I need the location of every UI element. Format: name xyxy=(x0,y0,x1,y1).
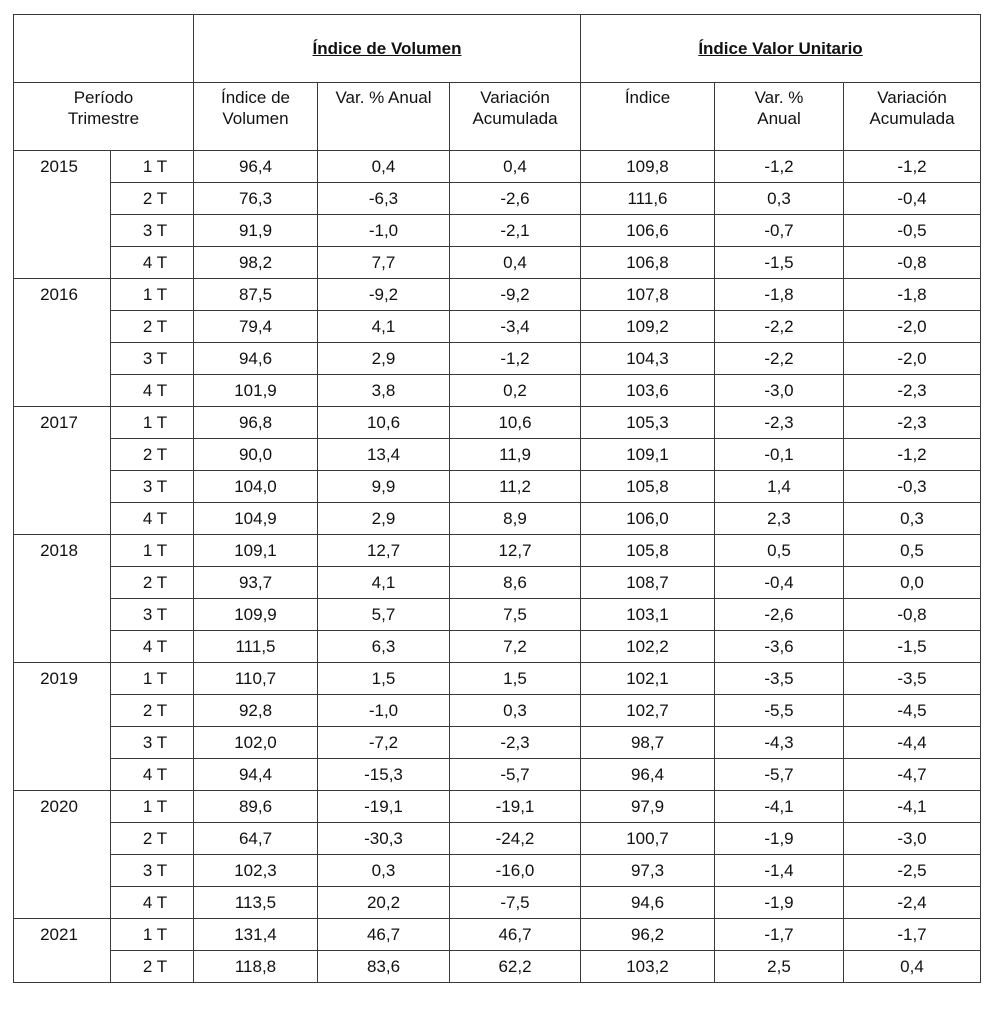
year-cell xyxy=(14,375,111,407)
volume-var-accumulated-cell: 1,5 xyxy=(450,663,581,695)
unit-value-index-cell: 106,6 xyxy=(581,215,715,247)
unit-value-index-cell: 96,2 xyxy=(581,919,715,951)
unit-value-var-accumulated-cell: -4,4 xyxy=(844,727,981,759)
unit-value-index-cell: 103,1 xyxy=(581,599,715,631)
unit-value-index-cell: 100,7 xyxy=(581,823,715,855)
unit-value-var-accumulated-cell: -2,3 xyxy=(844,407,981,439)
year-cell xyxy=(14,951,111,983)
volume-var-accumulated-cell: 8,6 xyxy=(450,567,581,599)
volume-index-cell: 110,7 xyxy=(194,663,318,695)
volume-index-cell: 94,4 xyxy=(194,759,318,791)
unit-value-index-cell: 111,6 xyxy=(581,183,715,215)
year-cell: 2019 xyxy=(14,663,111,695)
volume-index-cell: 92,8 xyxy=(194,695,318,727)
unit-value-var-accumulated-cell: -2,5 xyxy=(844,855,981,887)
unit-value-index-cell: 104,3 xyxy=(581,343,715,375)
quarter-cell: 2 T xyxy=(111,311,194,343)
unit-value-index-cell: 105,8 xyxy=(581,471,715,503)
quarter-cell: 2 T xyxy=(111,567,194,599)
unit-value-index-cell: 102,2 xyxy=(581,631,715,663)
unit-value-var-annual-cell: -4,1 xyxy=(715,791,844,823)
year-cell: 2015 xyxy=(14,151,111,183)
unit-value-var-annual-cell: -4,3 xyxy=(715,727,844,759)
year-cell xyxy=(14,695,111,727)
volume-var-accumulated-cell: 12,7 xyxy=(450,535,581,567)
index-table xyxy=(13,14,981,983)
year-cell xyxy=(14,855,111,887)
volume-var-annual-cell: 83,6 xyxy=(318,951,450,983)
unit-value-var-annual-cell: -5,5 xyxy=(715,695,844,727)
unit-value-var-accumulated-cell: -0,8 xyxy=(844,247,981,279)
volume-index-cell: 113,5 xyxy=(194,887,318,919)
table-row xyxy=(14,631,981,663)
quarter-cell: 2 T xyxy=(111,951,194,983)
volume-var-accumulated-cell: -24,2 xyxy=(450,823,581,855)
group-header-unit-value: Índice Valor Unitario xyxy=(581,15,981,83)
unit-value-var-annual-cell: 1,4 xyxy=(715,471,844,503)
unit-value-var-annual-cell: -3,6 xyxy=(715,631,844,663)
volume-index-cell: 98,2 xyxy=(194,247,318,279)
quarter-cell: 4 T xyxy=(111,887,194,919)
quarter-cell: 1 T xyxy=(111,535,194,567)
volume-var-accumulated-cell: -2,3 xyxy=(450,727,581,759)
period-header-line2: Trimestre xyxy=(67,109,140,128)
table-row xyxy=(14,567,981,599)
quarter-cell: 4 T xyxy=(111,375,194,407)
unit-value-var-accumulated-cell: -0,5 xyxy=(844,215,981,247)
volume-var-annual-cell: 6,3 xyxy=(318,631,450,663)
volume-var-accumulated-cell: 62,2 xyxy=(450,951,581,983)
unit-value-index-cell: 97,3 xyxy=(581,855,715,887)
volume-var-annual-cell: 4,1 xyxy=(318,311,450,343)
volume-var-accumulated-cell: 0,4 xyxy=(450,151,581,183)
volume-var-accumulated-cell: -1,2 xyxy=(450,343,581,375)
table-row xyxy=(14,599,981,631)
table-row xyxy=(14,759,981,791)
unit-value-var-annual-cell: 0,5 xyxy=(715,535,844,567)
unit-value-var-accumulated-cell: -2,0 xyxy=(844,311,981,343)
table-row xyxy=(14,823,981,855)
quarter-cell: 2 T xyxy=(111,183,194,215)
table-row xyxy=(14,343,981,375)
unit-value-var-annual-cell: -1,4 xyxy=(715,855,844,887)
table-row xyxy=(14,183,981,215)
table-row xyxy=(14,471,981,503)
unit-value-var-annual-cell: -0,4 xyxy=(715,567,844,599)
table-row xyxy=(14,439,981,471)
table-row xyxy=(14,151,981,183)
quarter-cell: 3 T xyxy=(111,215,194,247)
volume-var-annual-cell: -9,2 xyxy=(318,279,450,311)
year-cell: 2021 xyxy=(14,919,111,951)
year-cell: 2018 xyxy=(14,535,111,567)
volume-var-annual-cell: 0,4 xyxy=(318,151,450,183)
volume-var-accumulated-cell: 0,3 xyxy=(450,695,581,727)
table-row xyxy=(14,663,981,695)
volume-var-accumulated-cell: -16,0 xyxy=(450,855,581,887)
unit-value-var-annual-cell: -2,6 xyxy=(715,599,844,631)
volume-var-accumulated-cell: -9,2 xyxy=(450,279,581,311)
quarter-cell: 3 T xyxy=(111,599,194,631)
unit-value-var-annual-cell: -1,5 xyxy=(715,247,844,279)
volume-var-accumulated-cell: 7,5 xyxy=(450,599,581,631)
volume-var-accumulated-header-line1: Variación xyxy=(480,88,550,107)
unit-value-index-cell: 96,4 xyxy=(581,759,715,791)
table-row xyxy=(14,375,981,407)
unit-value-index-cell: 98,7 xyxy=(581,727,715,759)
unit-value-index-cell: 102,7 xyxy=(581,695,715,727)
volume-var-annual-cell: 5,7 xyxy=(318,599,450,631)
unit-value-var-annual-header xyxy=(715,83,844,151)
volume-var-annual-cell: 10,6 xyxy=(318,407,450,439)
quarter-cell: 3 T xyxy=(111,343,194,375)
unit-value-index-cell: 109,1 xyxy=(581,439,715,471)
volume-var-annual-cell: -7,2 xyxy=(318,727,450,759)
volume-var-annual-cell: 13,4 xyxy=(318,439,450,471)
table-row xyxy=(14,535,981,567)
volume-var-accumulated-cell: -7,5 xyxy=(450,887,581,919)
unit-value-var-annual-header-line1: Var. % xyxy=(754,88,804,107)
unit-value-var-accumulated-cell: -4,1 xyxy=(844,791,981,823)
table-row xyxy=(14,727,981,759)
unit-value-var-accumulated-cell: 0,5 xyxy=(844,535,981,567)
table-row xyxy=(14,407,981,439)
volume-var-accumulated-header-line2: Acumulada xyxy=(472,109,558,128)
unit-value-index-cell: 105,3 xyxy=(581,407,715,439)
volume-index-cell: 93,7 xyxy=(194,567,318,599)
volume-var-annual-cell: -6,3 xyxy=(318,183,450,215)
unit-value-var-annual-cell: -1,2 xyxy=(715,151,844,183)
unit-value-var-accumulated-cell: 0,3 xyxy=(844,503,981,535)
volume-index-cell: 96,8 xyxy=(194,407,318,439)
unit-value-var-annual-cell: -1,7 xyxy=(715,919,844,951)
volume-index-cell: 101,9 xyxy=(194,375,318,407)
volume-index-cell: 102,3 xyxy=(194,855,318,887)
volume-var-annual-cell: 12,7 xyxy=(318,535,450,567)
year-cell: 2020 xyxy=(14,791,111,823)
unit-value-var-annual-cell: -0,1 xyxy=(715,439,844,471)
year-cell: 2017 xyxy=(14,407,111,439)
unit-value-var-accumulated-cell: -2,0 xyxy=(844,343,981,375)
unit-value-var-accumulated-cell: -1,8 xyxy=(844,279,981,311)
quarter-cell: 3 T xyxy=(111,727,194,759)
unit-value-var-accumulated-cell: -4,7 xyxy=(844,759,981,791)
volume-var-annual-cell: -15,3 xyxy=(318,759,450,791)
volume-var-accumulated-cell: 0,4 xyxy=(450,247,581,279)
volume-index-cell: 91,9 xyxy=(194,215,318,247)
table-row xyxy=(14,311,981,343)
year-cell xyxy=(14,503,111,535)
year-cell xyxy=(14,727,111,759)
unit-value-index-cell: 105,8 xyxy=(581,535,715,567)
unit-value-var-accumulated-cell: -4,5 xyxy=(844,695,981,727)
volume-index-cell: 90,0 xyxy=(194,439,318,471)
volume-var-annual-cell: -30,3 xyxy=(318,823,450,855)
quarter-cell: 3 T xyxy=(111,471,194,503)
quarter-cell: 1 T xyxy=(111,791,194,823)
volume-var-accumulated-cell: -5,7 xyxy=(450,759,581,791)
unit-value-var-accumulated-cell: -1,2 xyxy=(844,439,981,471)
unit-value-index-cell: 103,2 xyxy=(581,951,715,983)
unit-value-index-cell: 107,8 xyxy=(581,279,715,311)
volume-index-cell: 104,0 xyxy=(194,471,318,503)
unit-value-index-cell: 108,7 xyxy=(581,567,715,599)
volume-index-header-line1: Índice de xyxy=(221,88,290,107)
quarter-cell: 1 T xyxy=(111,663,194,695)
year-cell xyxy=(14,887,111,919)
volume-index-cell: 131,4 xyxy=(194,919,318,951)
unit-value-index-header xyxy=(581,83,715,151)
table-row xyxy=(14,279,981,311)
unit-value-var-annual-cell: -3,5 xyxy=(715,663,844,695)
quarter-cell: 1 T xyxy=(111,919,194,951)
year-cell xyxy=(14,343,111,375)
volume-index-header-line2: Volumen xyxy=(222,109,289,128)
unit-value-index-cell: 106,0 xyxy=(581,503,715,535)
unit-value-index-cell: 109,2 xyxy=(581,311,715,343)
quarter-cell: 4 T xyxy=(111,503,194,535)
unit-value-var-annual-header-line2: Anual xyxy=(757,109,801,128)
table-row xyxy=(14,855,981,887)
year-cell xyxy=(14,471,111,503)
quarter-cell: 2 T xyxy=(111,695,194,727)
table-row xyxy=(14,215,981,247)
unit-value-var-accumulated-cell: -1,7 xyxy=(844,919,981,951)
volume-var-annual-cell: 1,5 xyxy=(318,663,450,695)
year-cell xyxy=(14,215,111,247)
year-cell xyxy=(14,439,111,471)
unit-value-var-annual-cell: -1,9 xyxy=(715,823,844,855)
unit-value-var-annual-cell: 2,5 xyxy=(715,951,844,983)
unit-value-var-annual-cell: -2,3 xyxy=(715,407,844,439)
unit-value-var-annual-cell: 0,3 xyxy=(715,183,844,215)
column-header-row xyxy=(14,83,981,151)
volume-var-accumulated-cell: -2,6 xyxy=(450,183,581,215)
volume-var-annual-cell: -1,0 xyxy=(318,215,450,247)
unit-value-var-accumulated-cell: -0,3 xyxy=(844,471,981,503)
table-row xyxy=(14,503,981,535)
volume-var-annual-cell: 0,3 xyxy=(318,855,450,887)
quarter-cell: 4 T xyxy=(111,631,194,663)
volume-var-accumulated-cell: 0,2 xyxy=(450,375,581,407)
volume-var-accumulated-cell: -3,4 xyxy=(450,311,581,343)
year-cell xyxy=(14,599,111,631)
unit-value-var-annual-cell: -2,2 xyxy=(715,311,844,343)
volume-index-cell: 76,3 xyxy=(194,183,318,215)
volume-index-cell: 102,0 xyxy=(194,727,318,759)
quarter-cell: 1 T xyxy=(111,151,194,183)
volume-index-cell: 111,5 xyxy=(194,631,318,663)
blank-header-cell xyxy=(14,15,194,83)
table-row xyxy=(14,951,981,983)
volume-var-annual-cell: 2,9 xyxy=(318,503,450,535)
volume-var-accumulated-cell: 10,6 xyxy=(450,407,581,439)
volume-var-annual-header-text: Var. % Anual xyxy=(335,88,432,107)
volume-var-accumulated-cell: 46,7 xyxy=(450,919,581,951)
group-header-row xyxy=(14,15,981,83)
volume-var-annual-cell: 3,8 xyxy=(318,375,450,407)
unit-value-var-annual-cell: -5,7 xyxy=(715,759,844,791)
volume-var-accumulated-cell: 11,2 xyxy=(450,471,581,503)
volume-index-cell: 109,9 xyxy=(194,599,318,631)
unit-value-index-cell: 97,9 xyxy=(581,791,715,823)
volume-var-annual-cell: 9,9 xyxy=(318,471,450,503)
period-header-line1: Período xyxy=(73,88,134,107)
unit-value-var-accumulated-cell: -0,8 xyxy=(844,599,981,631)
volume-var-annual-cell: -1,0 xyxy=(318,695,450,727)
unit-value-index-cell: 106,8 xyxy=(581,247,715,279)
volume-index-cell: 89,6 xyxy=(194,791,318,823)
year-cell xyxy=(14,247,111,279)
unit-value-var-annual-cell: -1,8 xyxy=(715,279,844,311)
unit-value-var-accumulated-header-line1: Variación xyxy=(877,88,947,107)
volume-index-cell: 94,6 xyxy=(194,343,318,375)
volume-var-annual-cell: 46,7 xyxy=(318,919,450,951)
table-row xyxy=(14,695,981,727)
unit-value-index-cell: 102,1 xyxy=(581,663,715,695)
quarter-cell: 1 T xyxy=(111,279,194,311)
unit-value-var-accumulated-header xyxy=(844,83,981,151)
volume-var-accumulated-cell: -19,1 xyxy=(450,791,581,823)
unit-value-var-annual-cell: -3,0 xyxy=(715,375,844,407)
unit-value-var-annual-cell: -0,7 xyxy=(715,215,844,247)
unit-value-var-accumulated-cell: -3,0 xyxy=(844,823,981,855)
unit-value-var-accumulated-cell: -1,2 xyxy=(844,151,981,183)
volume-index-cell: 118,8 xyxy=(194,951,318,983)
volume-index-header xyxy=(194,83,318,151)
unit-value-var-accumulated-cell: -3,5 xyxy=(844,663,981,695)
unit-value-index-cell: 109,8 xyxy=(581,151,715,183)
table-row xyxy=(14,791,981,823)
volume-var-accumulated-cell: 11,9 xyxy=(450,439,581,471)
volume-var-annual-cell: -19,1 xyxy=(318,791,450,823)
volume-var-annual-header xyxy=(318,83,450,151)
volume-index-cell: 96,4 xyxy=(194,151,318,183)
volume-index-cell: 109,1 xyxy=(194,535,318,567)
year-cell xyxy=(14,759,111,791)
volume-index-cell: 64,7 xyxy=(194,823,318,855)
year-cell xyxy=(14,567,111,599)
unit-value-var-annual-cell: 2,3 xyxy=(715,503,844,535)
volume-var-annual-cell: 20,2 xyxy=(318,887,450,919)
group-header-volume: Índice de Volumen xyxy=(194,15,581,83)
volume-var-accumulated-header xyxy=(450,83,581,151)
unit-value-var-accumulated-cell: 0,0 xyxy=(844,567,981,599)
table-row xyxy=(14,247,981,279)
unit-value-var-accumulated-cell: -1,5 xyxy=(844,631,981,663)
unit-value-index-header-text: Índice xyxy=(624,88,671,107)
quarter-cell: 2 T xyxy=(111,439,194,471)
unit-value-var-accumulated-cell: -2,4 xyxy=(844,887,981,919)
year-cell xyxy=(14,823,111,855)
year-cell xyxy=(14,631,111,663)
table-row xyxy=(14,919,981,951)
volume-var-annual-cell: 7,7 xyxy=(318,247,450,279)
volume-index-cell: 79,4 xyxy=(194,311,318,343)
volume-var-accumulated-cell: -2,1 xyxy=(450,215,581,247)
unit-value-var-accumulated-cell: 0,4 xyxy=(844,951,981,983)
volume-index-cell: 104,9 xyxy=(194,503,318,535)
volume-var-accumulated-cell: 7,2 xyxy=(450,631,581,663)
unit-value-var-accumulated-cell: -2,3 xyxy=(844,375,981,407)
year-cell: 2016 xyxy=(14,279,111,311)
unit-value-var-accumulated-cell: -0,4 xyxy=(844,183,981,215)
unit-value-index-cell: 94,6 xyxy=(581,887,715,919)
quarter-cell: 4 T xyxy=(111,759,194,791)
unit-value-var-annual-cell: -2,2 xyxy=(715,343,844,375)
year-cell xyxy=(14,183,111,215)
index-table-container xyxy=(13,14,981,983)
unit-value-index-cell: 103,6 xyxy=(581,375,715,407)
year-cell xyxy=(14,311,111,343)
unit-value-var-accumulated-header-line2: Acumulada xyxy=(869,109,955,128)
quarter-cell: 4 T xyxy=(111,247,194,279)
volume-index-cell: 87,5 xyxy=(194,279,318,311)
quarter-cell: 3 T xyxy=(111,855,194,887)
quarter-cell: 2 T xyxy=(111,823,194,855)
quarter-cell: 1 T xyxy=(111,407,194,439)
volume-var-annual-cell: 2,9 xyxy=(318,343,450,375)
volume-var-annual-cell: 4,1 xyxy=(318,567,450,599)
table-row xyxy=(14,887,981,919)
volume-var-accumulated-cell: 8,9 xyxy=(450,503,581,535)
period-header xyxy=(14,83,194,151)
unit-value-var-annual-cell: -1,9 xyxy=(715,887,844,919)
